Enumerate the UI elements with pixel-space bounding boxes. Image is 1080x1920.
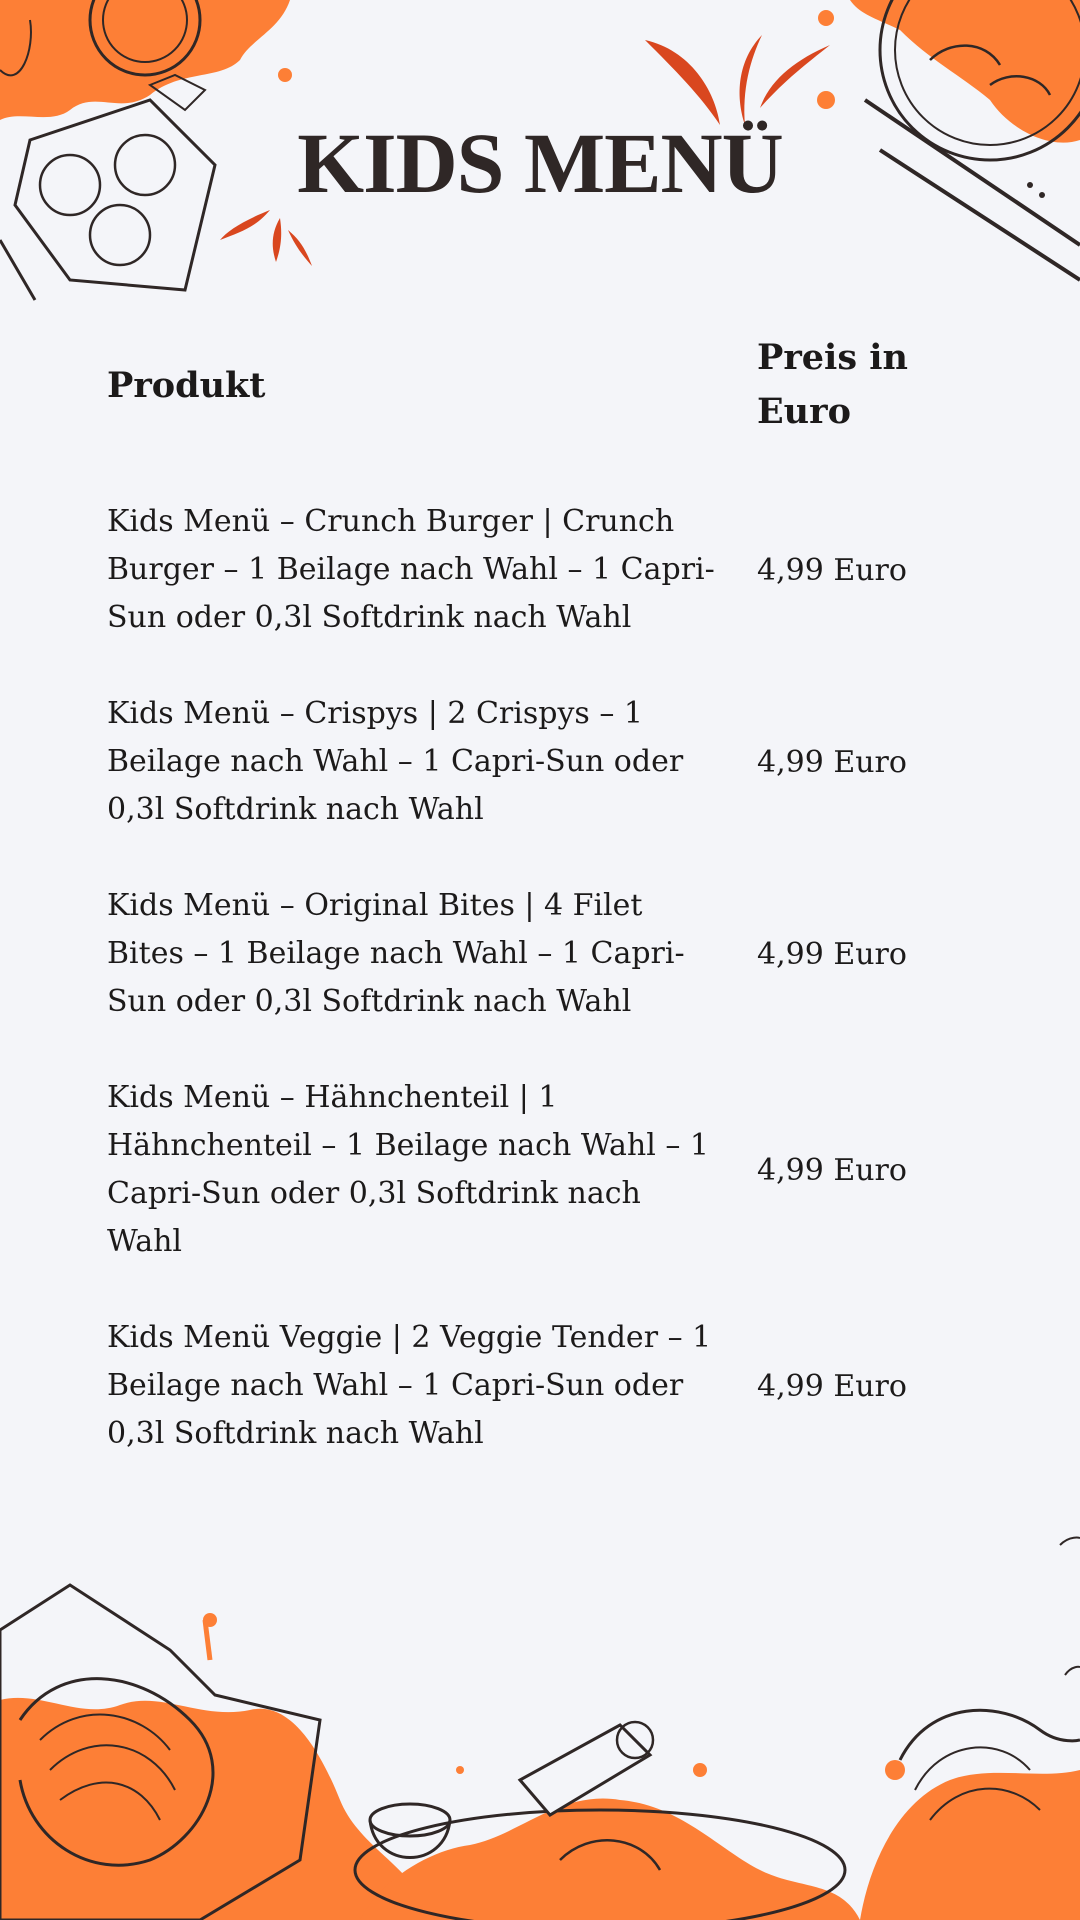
table-header — [107, 320, 967, 450]
menu-item-row — [107, 1314, 967, 1458]
menu-item-price: 4,99 Euro — [757, 1368, 907, 1404]
menu-item-price: 4,99 Euro — [757, 936, 907, 972]
menu-item-row — [107, 882, 967, 1026]
noodle-bowl-illustration — [860, 1538, 1080, 1920]
menu-item-price: 4,99 Euro — [757, 744, 907, 780]
menu-table — [107, 320, 967, 1458]
menu-item-description: Kids Menü – Crunch Burger | Crunch Burger – 1 Beilage nach Wahl – 1 Capri-Sun oder 0,3l Softdrink nach Wahl — [107, 504, 715, 635]
menu-item-row — [107, 690, 967, 834]
menu-item-row — [107, 498, 967, 642]
column-header-product: Produkt — [107, 364, 266, 406]
menu-item-description: Kids Menü – Original Bites | 4 Filet Bites – 1 Beilage nach Wahl – 1 Capri-Sun oder 0,3l Softdrink nach Wahl — [107, 888, 685, 1019]
menu-item-description: Kids Menü – Hähnchenteil | 1 Hähnchenteil – 1 Beilage nach Wahl – 1 Capri-Sun oder 0,3l Softdrink nach Wahl — [107, 1080, 710, 1259]
menu-item-row — [107, 1074, 967, 1266]
sauce-bowl-spring-rolls-illustration — [355, 1722, 860, 1920]
menu-item-description: Kids Menü Veggie | 2 Veggie Tender – 1 Beilage nach Wahl – 1 Capri-Sun oder 0,3l Softdrink nach Wahl — [107, 1320, 712, 1451]
menu-item-price: 4,99 Euro — [757, 1152, 907, 1188]
menu-item-description: Kids Menü – Crispys | 2 Crispys – 1 Beilage nach Wahl – 1 Capri-Sun oder 0,3l Softdrink nach Wahl — [107, 696, 684, 827]
menu-item-price: 4,99 Euro — [757, 552, 907, 588]
column-header-price: Preis in Euro — [757, 337, 908, 432]
page-title: KIDS MENÜ — [297, 115, 783, 211]
noodle-box-illustration — [0, 1585, 430, 1920]
